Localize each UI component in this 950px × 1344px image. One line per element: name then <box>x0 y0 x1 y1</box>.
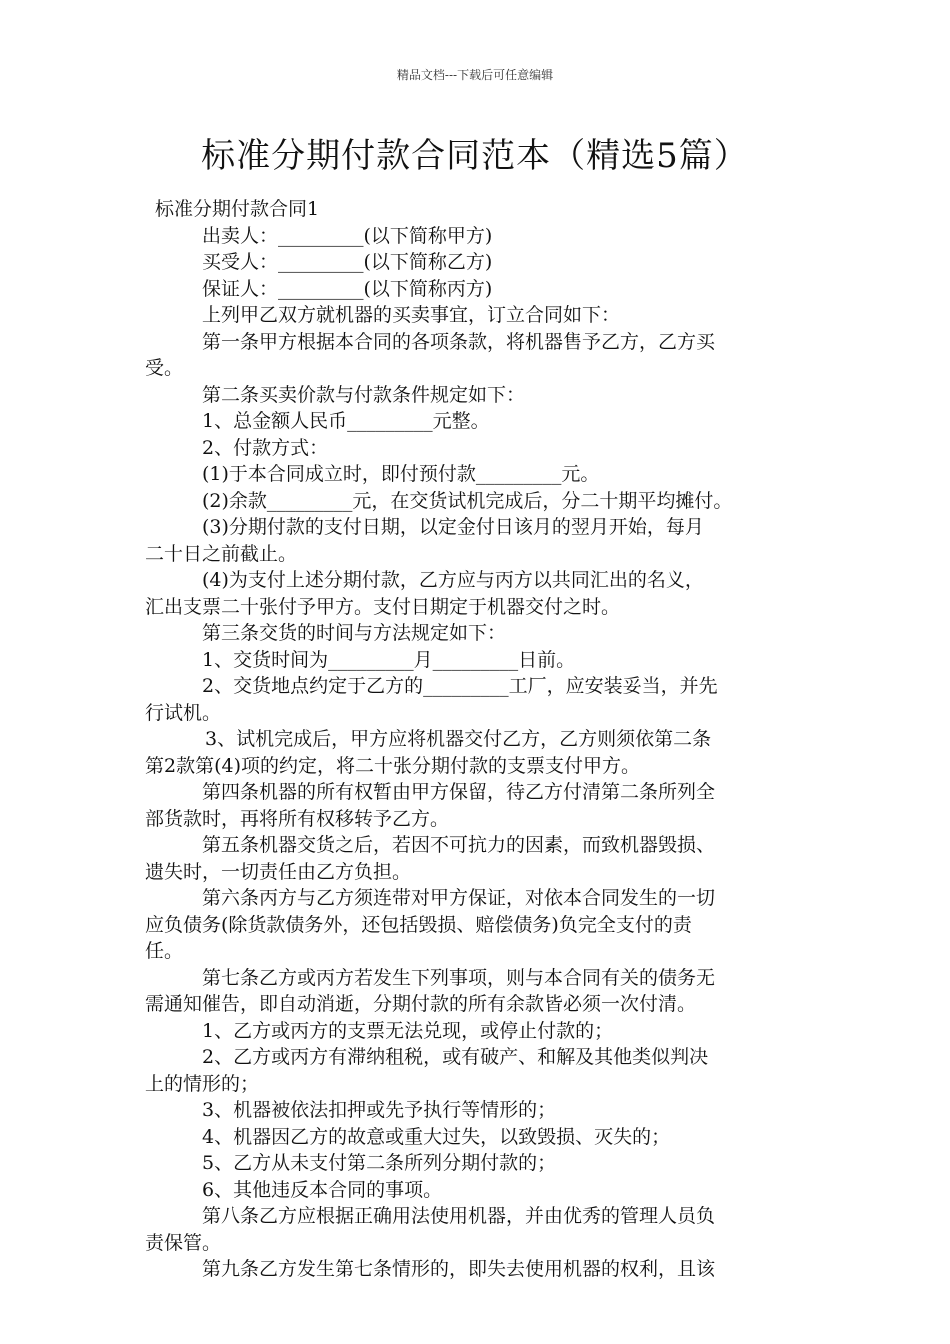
contract-line: 出卖人：_________(以下简称甲方) <box>202 224 493 247</box>
contract-line: 第2款第(4)项的约定，将二十张分期付款的支票支付甲方。 <box>145 754 641 777</box>
contract-line: 受。 <box>145 357 184 379</box>
contract-line: 1、乙方或丙方的支票无法兑现，或停止付款的； <box>202 1019 614 1042</box>
contract-line: (3)分期付款的支付日期，以定金付日该月的翌月开始，每月 <box>202 516 704 538</box>
contract-line: 第三条交货的时间与方法规定如下： <box>202 622 507 644</box>
contract-line: 责保管。 <box>145 1231 222 1254</box>
contract-line: 第九条乙方发生第七条情形的，即失去使用机器的权利，且该 <box>202 1258 716 1280</box>
contract-line: 5、乙方从未支付第二条所列分期付款的； <box>202 1152 557 1174</box>
contract-line: 第一条甲方根据本合同的各项条款，将机器售予乙方，乙方买 <box>202 330 716 353</box>
contract-line: 2、付款方式： <box>202 436 329 459</box>
contract-line: 第六条丙方与乙方须连带对甲方保证，对依本合同发生的一切 <box>202 887 716 909</box>
contract-line: 1、交货时间为_________月_________日前。 <box>202 648 576 671</box>
contract-body <box>145 196 810 1283</box>
contract-line: 应负债务(除货款债务外，还包括毁损、赔偿债务)负完全支付的责 <box>145 913 692 936</box>
contract-line: 二十日之前截止。 <box>145 542 298 565</box>
contract-line: 上列甲乙双方就机器的买卖事宜，订立合同如下： <box>202 304 621 326</box>
contract-line: 第七条乙方或丙方若发生下列事项，则与本合同有关的债务无 <box>202 966 716 989</box>
contract-line: 4、机器因乙方的故意或重大过失，以致毁损、灭失的； <box>202 1125 671 1148</box>
contract-line: 第二条买卖价款与付款条件规定如下： <box>202 383 526 406</box>
page-title: 标准分期付款合同范本（精选5篇） <box>201 136 749 176</box>
contract-line: 3、试机完成后，甲方应将机器交付乙方，乙方则须依第二条 <box>205 728 712 750</box>
header-note: 精品文档---下载后可任意编辑 <box>396 68 554 82</box>
contract-line: 第五条机器交货之后，若因不可抗力的因素，而致机器毁损、 <box>202 834 716 856</box>
contract-line: 2、交货地点约定于乙方的_________工厂，应安装妥当，并先 <box>202 675 718 697</box>
contract-line: 第八条乙方应根据正确用法使用机器，并由优秀的管理人员负 <box>202 1205 716 1227</box>
contract-line: 1、总金额人民币_________元整。 <box>202 410 490 432</box>
contract-line: 汇出支票二十张付予甲方。支付日期定于机器交付之时。 <box>145 595 621 618</box>
contract-line: 行试机。 <box>145 701 222 724</box>
contract-line: 遗失时，一切责任由乙方负担。 <box>145 860 412 883</box>
contract-line: 需通知催告，即自动消逝，分期付款的所有余款皆必须一次付清。 <box>145 993 697 1015</box>
contract-line: 保证人：_________(以下简称丙方) <box>202 277 493 300</box>
contract-line: 上的情形的； <box>145 1072 260 1095</box>
contract-line: 买受人：_________(以下简称乙方) <box>202 251 493 273</box>
contract-line: 6、其他违反本合同的事项。 <box>202 1178 443 1201</box>
contract-line: (1)于本合同成立时，即付预付款_________元。 <box>202 463 600 485</box>
contract-line: 3、机器被依法扣押或先予执行等情形的； <box>202 1099 557 1121</box>
contract-line: 部货款时，再将所有权移转予乙方。 <box>145 807 450 830</box>
contract-line: 第四条机器的所有权暂由甲方保留，待乙方付清第二条所列全 <box>202 781 716 803</box>
contract-line: 2、乙方或丙方有滞纳租税，或有破产、和解及其他类似判决 <box>202 1046 709 1068</box>
contract-line: (4)为支付上述分期付款，乙方应与丙方以共同汇出的名义， <box>202 569 704 591</box>
contract-line: 任。 <box>145 940 184 962</box>
contract-line: (2)余款_________元，在交货试机完成后，分二十期平均摊付。 <box>202 489 733 512</box>
contract-line: 标准分期付款合同1 <box>155 198 320 220</box>
